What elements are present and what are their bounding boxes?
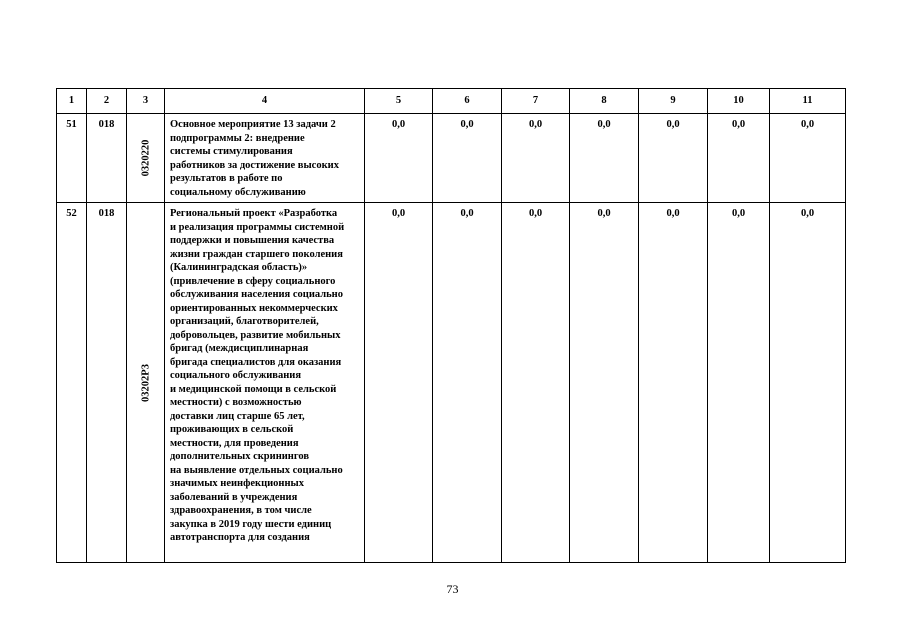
description-line: и реализация программы системной bbox=[170, 221, 345, 233]
description-line: подпрограммы 2: внедрение bbox=[170, 132, 305, 144]
description-line: доставки лиц старше 65 лет, bbox=[170, 410, 305, 422]
header-cell: 8 bbox=[570, 89, 639, 114]
description-line: ориентированных некоммерческих bbox=[170, 302, 338, 314]
value-cell: 0,0 bbox=[770, 114, 846, 203]
header-cell: 5 bbox=[365, 89, 433, 114]
description-line: результатов в работе по bbox=[170, 173, 283, 184]
header-cell: 2 bbox=[87, 89, 127, 114]
description-line: местности) с возможностью bbox=[170, 397, 302, 408]
description-line: на выявление отдельных социально bbox=[170, 464, 343, 476]
header-cell: 9 bbox=[639, 89, 708, 114]
description-line: проживающих в сельской bbox=[170, 424, 294, 435]
table-row bbox=[57, 203, 846, 563]
description-line: поддержки и повышения качества bbox=[170, 235, 335, 246]
value-cell: 0,0 bbox=[708, 114, 770, 203]
value-cell: 0,0 bbox=[570, 114, 639, 203]
value-cell: 0,0 bbox=[433, 203, 502, 563]
description-line: системы стимулирования bbox=[170, 146, 293, 157]
value-cell: 0,0 bbox=[708, 203, 770, 563]
header-cell: 7 bbox=[502, 89, 570, 114]
row-number: 51 bbox=[57, 114, 87, 203]
header-cell: 11 bbox=[770, 89, 846, 114]
description-line: работников за достижение высоких bbox=[170, 159, 339, 171]
description-line: социального обслуживания bbox=[170, 370, 302, 381]
header-cell: 6 bbox=[433, 89, 502, 114]
value-cell: 0,0 bbox=[770, 203, 846, 563]
description-line: Региональный проект «Разработка bbox=[170, 208, 338, 219]
description-line: местности, для проведения bbox=[170, 437, 299, 449]
value-cell: 0,0 bbox=[502, 203, 570, 563]
description-cell bbox=[165, 203, 365, 563]
budget-table bbox=[56, 88, 846, 563]
description-line: добровольцев, развитие мобильных bbox=[170, 329, 341, 341]
description-line: социальному обслуживанию bbox=[170, 186, 306, 198]
value-cell: 0,0 bbox=[365, 203, 433, 563]
header-cell: 1 bbox=[57, 89, 87, 114]
description-line: обслуживания населения социально bbox=[170, 289, 343, 300]
header-row bbox=[57, 89, 846, 114]
value-cell: 0,0 bbox=[639, 203, 708, 563]
owner-code: 018 bbox=[87, 203, 127, 563]
header-cell: 3 bbox=[127, 89, 165, 114]
budget-code: 03202P3 bbox=[139, 363, 151, 402]
row-number: 52 bbox=[57, 203, 87, 563]
description-line: Основное мероприятие 13 задачи 2 bbox=[170, 119, 336, 130]
budget-code-cell bbox=[127, 114, 165, 203]
description-line: дополнительных скринингов bbox=[170, 451, 310, 462]
description-line: и медицинской помощи в сельской bbox=[170, 383, 337, 395]
description-line: (Калининградская область)» bbox=[170, 262, 308, 273]
description-line: автотранспорта для создания bbox=[170, 532, 310, 543]
description-line: бригада специалистов для оказания bbox=[170, 356, 342, 368]
description-line: здравоохранения, в том числе bbox=[170, 505, 312, 516]
owner-code: 018 bbox=[87, 114, 127, 203]
page-number: 73 bbox=[446, 582, 459, 596]
header-cell: 10 bbox=[708, 89, 770, 114]
value-cell: 0,0 bbox=[570, 203, 639, 563]
description-line: организаций, благотворителей, bbox=[170, 316, 319, 327]
value-cell: 0,0 bbox=[502, 114, 570, 203]
header-cell: 4 bbox=[165, 89, 365, 114]
value-cell: 0,0 bbox=[639, 114, 708, 203]
description-cell bbox=[165, 114, 365, 203]
description-line: заболеваний в учреждения bbox=[170, 491, 298, 503]
budget-code-cell bbox=[127, 203, 165, 563]
table-row bbox=[57, 114, 846, 203]
budget-code: 0320220 bbox=[139, 139, 151, 177]
description-line: закупка в 2019 году шести единиц bbox=[170, 518, 332, 530]
description-line: жизни граждан старшего поколения bbox=[170, 248, 343, 260]
value-cell: 0,0 bbox=[365, 114, 433, 203]
value-cell: 0,0 bbox=[433, 114, 502, 203]
description-line: бригад (междисциплинарная bbox=[170, 343, 309, 354]
description-line: значимых неинфекционных bbox=[170, 478, 304, 489]
description-line: (привлечение в сферу социального bbox=[170, 275, 336, 287]
